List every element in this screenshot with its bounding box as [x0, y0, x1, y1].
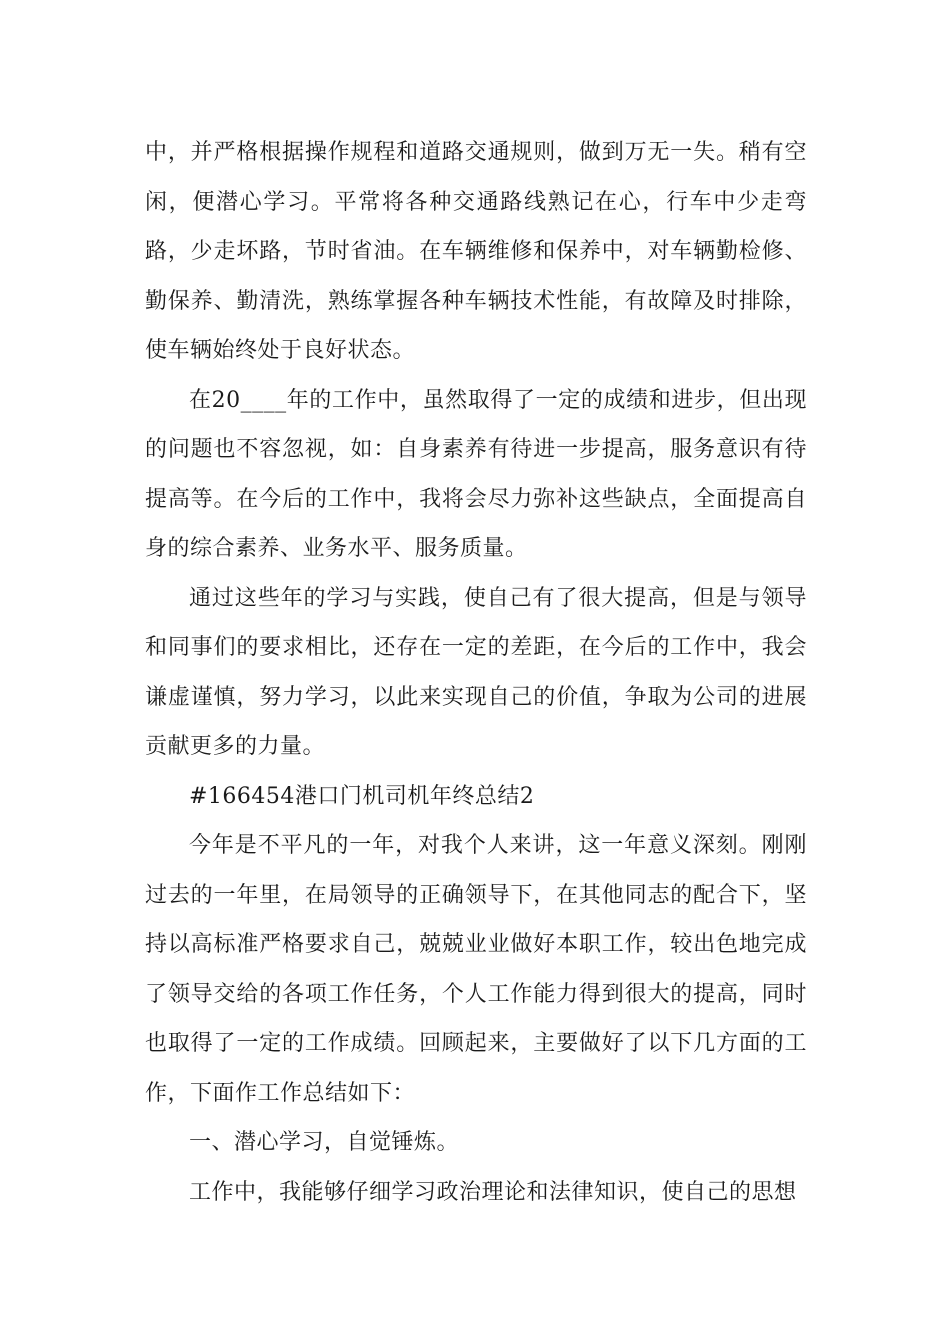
paragraph-intro: 今年是不平凡的一年，对我个人来讲，这一年意义深刻。刚刚过去的一年里，在局领导的正确领导下，在其他同志的配合下，坚持以高标准严格要求自己，兢兢业业做好本职工作，较出色地完成了领导交给的各项工作任务，个人工作能力得到很大的提高，同时也取得了一定的工作成绩。回顾起来，主要做好了以下几方面的工作，下面作工作总结如下： — [145, 833, 807, 1106]
paragraph-conclusion: 通过这些年的学习与实践，使自己有了很大提高，但是与领导和同事们的要求相比，还存在一定的差距，在今后的工作中，我会谦虚谨慎，努力学习，以此来实现自己的价值，争取为公司的进展贡献更多的力量。 — [145, 585, 807, 759]
subsection-heading: 一、潜心学习，自觉锤炼。 — [189, 1130, 460, 1155]
paragraph-continuation: 中，并严格根据操作规程和道路交通规则，做到万无一失。稍有空闲，便潜心学习。平常将各种交通路线熟记在心，行车中少走弯路，少走坏路，节时省油。在车辆维修和保养中，对车辆勤检修、勤保养、勤清洗，熟练掌握各种车辆技术性能，有故障及时排除，使车辆始终处于良好状态。 — [145, 140, 807, 363]
section-heading: #166454港口门机司机年终总结2 — [189, 783, 535, 809]
paragraph-study: 工作中，我能够仔细学习政治理论和法律知识，使自己的思想 — [189, 1179, 797, 1205]
paragraph-problems: 在20____年的工作中，虽然取得了一定的成绩和进步，但出现的问题也不容忽视，如：自身素养有待进一步提高，服务意识有待提高等。在今后的工作中，我将会尽力弥补这些缺点，全面提高自身的综合素养、业务水平、服务质量。 — [145, 387, 807, 561]
document-body — [145, 128, 807, 1217]
